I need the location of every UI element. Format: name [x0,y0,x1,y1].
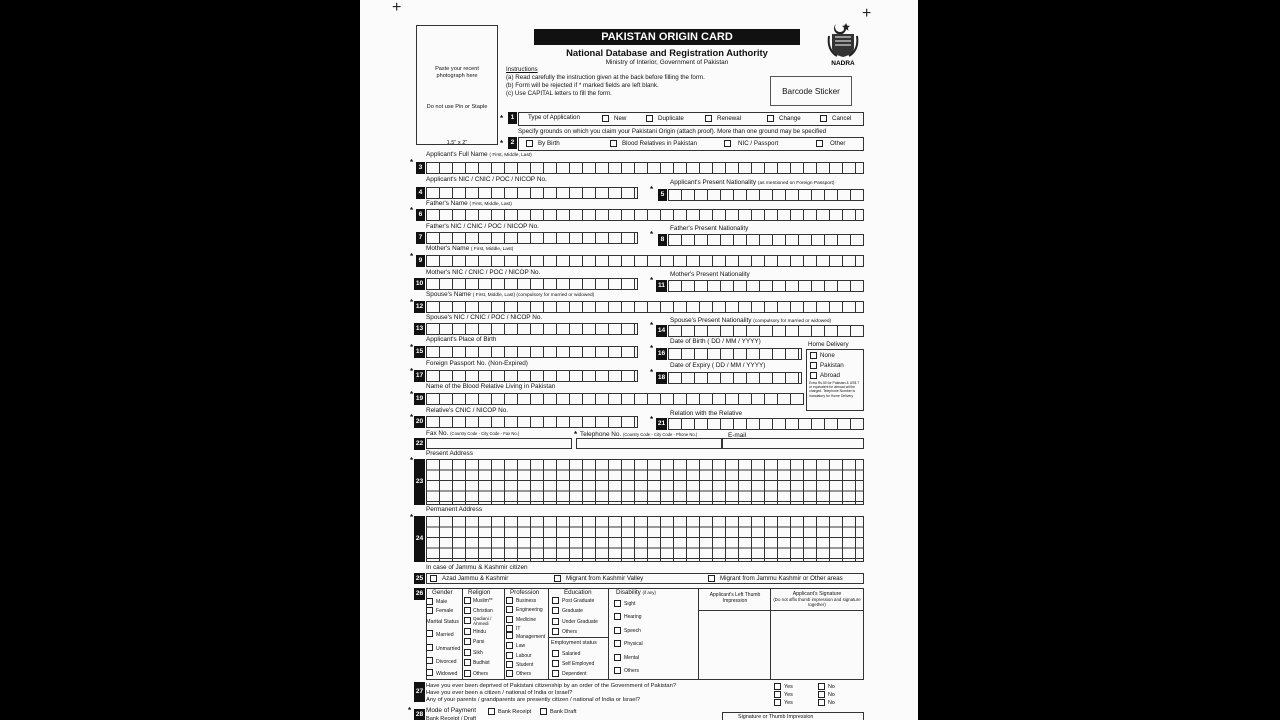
delivery-abroad-checkbox[interactable] [810,372,817,379]
section-number-13: 13 [414,323,425,335]
delivery-pakistan-checkbox[interactable] [810,362,817,369]
relative-cnic-label: Relative's CNIC / NICOP No. [426,407,509,414]
profession-label: Profession [510,589,540,596]
section-number-22: 22 [414,438,425,450]
permanent-address-input[interactable] [426,516,864,562]
required-mark: * [410,298,414,307]
required-mark: * [650,368,654,377]
education-others-checkbox[interactable] [552,628,559,635]
kashmir-valley-label: Migrant from Kashmir Valley [566,575,644,582]
signature-area[interactable] [771,611,864,680]
marital-status-label: Marital Status [426,619,459,625]
origin-grounds-label: Specify grounds on which you claim your Pakistani Origin (attach proof). More than one ground may be specified [518,128,827,135]
father-nic-label: Father's NIC / CNIC / POC / NICOP No. [426,223,539,230]
date-of-expiry-label: Date of Expiry ( DD / MM / YYYY) [670,362,766,369]
education-label: Education [564,589,592,596]
gender-female-label: Female [436,608,454,614]
employment-status-label: Employment status [551,640,597,646]
section-number-14: 14 [656,325,667,337]
instructions-heading: Instructions [506,66,538,73]
payment-mode-label: Mode of Payment [426,707,477,714]
jammu-kashmir-checkbox[interactable] [708,575,715,582]
email-input[interactable] [722,438,864,449]
religion-qadiani-label: Qadiani / Ahmedi [473,616,492,626]
mother-nic-label: Mother's NIC / CNIC / POC / NICOP No. [426,269,541,276]
telephone-input[interactable] [576,438,722,449]
religion-hindu-checkbox[interactable] [464,628,471,635]
profession-it-checkbox[interactable] [506,625,513,632]
q3-no-label: No [828,700,835,706]
form-page [360,0,918,720]
required-mark: * [410,367,414,376]
required-mark: * [650,321,654,330]
section-number-9: 9 [416,255,425,267]
fax-input[interactable] [426,438,572,449]
full-name-label: Applicant's Full Name ( First, Middle, Last) [426,151,532,158]
divider [608,588,609,680]
payment-bank-receipt-label: Bank Receipt [498,709,532,715]
section-number-23: 23 [414,459,425,505]
profession-it-label: IT [516,626,521,632]
azad-kashmir-label: Azad Jammu & Kashmir [442,575,509,582]
other-ground-checkbox[interactable] [816,140,823,147]
section-number-24: 24 [414,516,425,562]
divider [548,637,608,638]
signature-label: Applicant's Signature [792,591,842,597]
section-number-10: 10 [414,278,425,290]
spouse-nationality-input[interactable] [668,325,864,337]
employment-self-label: Self Employed [562,661,595,667]
type-change-label: Change [779,115,801,122]
disability-physical-checkbox[interactable] [614,640,621,647]
disability-mental-label: Mental [624,655,640,661]
barcode-sticker-box: Barcode Sticker [770,76,852,106]
gender-female-checkbox[interactable] [426,607,433,614]
photo-no-pin: Do not use Pin or Staple [426,104,488,110]
education-graduate-label: Graduate [562,608,583,614]
religion-budhist-checkbox[interactable] [464,659,471,666]
date-of-expiry-input[interactable] [668,372,802,384]
payment-bank-receipt-checkbox[interactable] [488,708,495,715]
religion-christian-checkbox[interactable] [464,607,471,614]
religion-sikh-label: Sikh [473,650,483,656]
blood-relative-name-input[interactable] [426,393,804,405]
permanent-address-label: Permanent Address [426,506,483,513]
photo-instruction: Paste your recent photograph here [435,66,479,79]
q3-yes-label: Yes [784,700,793,706]
nadra-logo-text: NADRA [831,60,855,67]
education-others-label: Others [562,629,578,635]
thumb-impression-label: Applicant's Left Thumb Impression [709,592,761,604]
required-mark: * [650,344,654,353]
q1-yes-checkbox[interactable] [774,683,781,690]
religion-parsi-label: Parsi [473,639,485,645]
relative-cnic-input[interactable] [426,416,638,428]
required-mark: * [410,206,414,215]
disability-speech-checkbox[interactable] [614,627,621,634]
profession-student-label: Student [516,662,534,668]
gender-male-label: Male [436,599,448,605]
q2-no-label: No [828,692,835,698]
bank-receipt-draft-label: Bank Receipt / Draft [426,716,477,720]
full-name-input[interactable] [426,162,864,174]
employment-salaried-checkbox[interactable] [552,650,559,657]
delivery-note: Extra Rs.50 for Pakistan & US$ 7 or equivalent for abroad will be charged. Telephone Number is mandatory for Home Delivery [809,381,860,398]
email-label: E-mail [728,432,747,439]
required-mark: * [410,390,414,399]
payment-bank-draft-label: Bank Draft [550,709,577,715]
q2-no-checkbox[interactable] [818,691,825,698]
signature-hint: (Do not affix thumb impression and signature together) [773,597,861,608]
education-postgrad-checkbox[interactable] [552,597,559,604]
education-graduate-checkbox[interactable] [552,607,559,614]
father-nic-input[interactable] [426,232,638,244]
spouse-nic-input[interactable] [426,323,638,335]
q2-yes-checkbox[interactable] [774,691,781,698]
delivery-pakistan-label: Pakistan [820,362,844,369]
required-mark: * [410,413,414,422]
type-new-checkbox[interactable] [602,115,609,122]
father-nationality-label: Father's Present Nationality [670,225,749,232]
religion-others-checkbox[interactable] [464,670,471,677]
fax-label: Fax No. (Country Code - City Code - Fax No.) [426,430,520,437]
disability-hearing-label: Hearing [624,614,642,620]
divider [504,588,505,680]
religion-label: Religion [468,589,491,596]
section-number-17: 17 [414,370,425,382]
authority-name: National Database and Registration Authority [566,47,768,58]
mother-nic-input[interactable] [426,278,638,290]
place-of-birth-input[interactable] [426,346,638,358]
section-number-25: 25 [415,575,424,582]
jammu-kashmir-label: Migrant from Jammu Kashmir or Other areas [720,575,843,582]
disability-others-checkbox[interactable] [614,667,621,674]
type-duplicate-label: Duplicate [658,115,684,122]
religion-budhist-label: Budhist [473,660,490,666]
education-undergrad-label: Under Graduate [562,619,598,625]
required-mark: * [410,513,414,522]
present-nationality-input[interactable] [668,189,864,201]
applicant-nic-input[interactable] [426,187,638,199]
section-number-20: 20 [414,416,425,428]
section-number-12: 12 [414,301,425,313]
required-mark: * [408,706,412,715]
required-mark: * [650,230,654,239]
profession-labour-label: Labour [516,653,532,659]
employment-salaried-label: Salaried [562,651,581,657]
section-number-16: 16 [656,348,667,360]
by-birth-checkbox[interactable] [526,140,533,147]
required-mark: * [500,139,504,148]
photo-box[interactable] [416,25,498,145]
education-postgrad-label: Post Graduate [562,598,595,604]
present-address-input[interactable] [426,459,864,505]
mother-name-label: Mother's Name ( First, Middle, Last) [426,245,514,252]
profession-others-label: Others [516,671,532,677]
mother-nationality-input[interactable] [668,280,864,292]
section-number-27: 27 [414,682,425,702]
required-mark: * [410,456,414,465]
by-birth-label: By Birth [538,140,560,147]
gender-label: Gender [432,589,453,596]
employment-dependent-label: Dependent [562,671,587,677]
foreign-passport-label: Foreign Passport No. (Non-Expired) [426,360,528,367]
section-number-1: 1 [508,112,517,124]
father-name-label: Father's Name ( First, Middle, Last) [426,200,512,207]
religion-muslim-label: Muslim** [473,598,493,604]
marital-married-checkbox[interactable] [426,630,433,637]
delivery-none-checkbox[interactable] [810,352,817,359]
form-title: PAKISTAN ORIGIN CARD [534,29,800,45]
place-of-birth-label: Applicant's Place of Birth [426,336,497,343]
q1-yes-label: Yes [784,684,793,690]
nic-passport-label: NIC / Passport [738,140,779,147]
question-parents-india-israel: Any of your parents / grandparents are presently citizen / national of India or Israel? [426,697,640,703]
type-cancel-checkbox[interactable] [820,115,827,122]
present-address-label: Present Address [426,450,473,457]
home-delivery-label: Home Delivery [808,341,849,348]
azad-kashmir-checkbox[interactable] [430,575,437,582]
profession-engineering-label: Engineering [516,607,543,613]
date-of-birth-input[interactable] [668,348,802,360]
section-number-11: 11 [656,280,667,292]
profession-medicine-checkbox[interactable] [506,616,513,623]
section-number-4: 4 [416,187,425,199]
foreign-passport-input[interactable] [426,370,638,382]
q1-no-checkbox[interactable] [818,683,825,690]
religion-hindu-label: Hindu [473,629,487,635]
required-mark: * [410,252,414,261]
section-number-5: 5 [658,189,667,201]
kashmir-label: In case of Jammu & Kashmir citizen [426,564,528,571]
other-ground-label: Other [830,140,846,147]
divider [462,588,463,680]
profession-business-label: Business [516,598,537,604]
signature-thumb-label: Signature or Thumb Impression [738,714,814,720]
profession-law-checkbox[interactable] [506,642,513,649]
crop-mark-top-left: + [392,0,402,16]
section-number-19: 19 [414,393,425,405]
telephone-label: Telephone No. (Country Code - City Code - Phone No.) [580,431,698,438]
ministry-name: Ministry of Interior, Government of Pakistan [605,59,729,66]
spouse-name-label: Spouse's Name ( First, Middle, Last) (compulsory for married or widowed) [426,291,595,298]
delivery-none-label: None [820,352,835,359]
type-new-label: New [614,115,627,122]
photo-size: 1.5" x 2" [446,140,468,146]
applicant-nic-label: Applicant's NIC / CNIC / POC / NICOP No. [426,176,547,183]
profession-business-checkbox[interactable] [506,597,513,604]
kashmir-valley-checkbox[interactable] [554,575,561,582]
blood-relatives-checkbox[interactable] [610,140,617,147]
q3-no-checkbox[interactable] [818,699,825,706]
marital-widowed-label: Widowed [436,671,458,677]
mother-nationality-label: Mother's Present Nationality [670,271,750,278]
disability-sight-checkbox[interactable] [614,600,621,607]
profession-labour-checkbox[interactable] [506,652,513,659]
question-india-israel-citizen: Have you ever been a citizen / national of India or Israel? [426,690,573,696]
section-number-8: 8 [658,234,667,246]
religion-sikh-checkbox[interactable] [464,649,471,656]
father-name-input[interactable] [426,209,864,221]
profession-management-label: Management [516,634,546,640]
required-mark: * [410,158,414,167]
instruction-a: (a) Read carefully the instruction given at the back before filling the form. [506,74,705,81]
education-undergrad-checkbox[interactable] [552,618,559,625]
gender-male-checkbox[interactable] [426,598,433,605]
employment-self-checkbox[interactable] [552,660,559,667]
required-mark: * [650,276,654,285]
payment-bank-draft-checkbox[interactable] [540,708,547,715]
section-number-3: 3 [416,162,425,174]
required-mark: * [574,430,578,439]
marital-widowed-checkbox[interactable] [426,669,433,676]
section-number-6: 6 [416,209,425,221]
religion-christian-label: Christian [473,608,493,614]
profession-others-checkbox[interactable] [506,670,513,677]
nic-passport-checkbox[interactable] [724,140,731,147]
profession-engineering-checkbox[interactable] [506,606,513,613]
section-number-21: 21 [656,418,667,430]
instruction-b: (b) Form will be rejected if * marked fields are left blank. [506,82,659,89]
crop-mark-top-right: + [862,5,872,22]
profession-student-checkbox[interactable] [506,661,513,668]
blood-relative-name-label: Name of the Blood Relative Living in Pakistan [426,383,556,390]
disability-mental-checkbox[interactable] [614,654,621,661]
section-number-15: 15 [414,346,425,358]
q1-no-label: No [828,684,835,690]
profession-law-label: Law [516,643,526,649]
religion-qadiani-checkbox[interactable] [464,617,471,624]
profession-management-checkbox[interactable] [506,632,513,639]
q2-yes-label: Yes [784,692,793,698]
spouse-nationality-label: Spouse's Present Nationality (compulsory for married or widowed) [670,317,832,324]
application-type-label: Type of Application [528,114,580,121]
thumb-impression-area[interactable] [699,611,770,680]
marital-divorced-label: Divorced [436,659,457,665]
employment-dependent-checkbox[interactable] [552,670,559,677]
type-renewal-checkbox[interactable] [705,115,712,122]
required-mark: * [500,114,504,123]
father-nationality-input[interactable] [668,234,864,246]
date-of-birth-label: Date of Birth ( DD / MM / YYYY) [670,338,761,345]
religion-parsi-checkbox[interactable] [464,638,471,645]
type-renewal-label: Renewal [717,115,742,122]
marital-unmarried-checkbox[interactable] [426,644,433,651]
q3-yes-checkbox[interactable] [774,699,781,706]
disability-label: Disability (if any) [616,589,656,596]
question-deprived-citizenship: Have you ever been deprived of Pakistani citizenship by an order of the Government of Pakistan? [426,683,677,689]
section-number-26: 26 [414,588,425,600]
marital-divorced-checkbox[interactable] [426,657,433,664]
section-number-2: 2 [508,137,517,149]
marital-married-label: Married [436,632,454,638]
disability-physical-label: Physical [624,641,643,647]
required-mark: * [650,415,654,424]
section-number-28: 28 [414,709,425,720]
instruction-c: (c) Use CAPITAL letters to fill the form. [506,90,612,97]
disability-hearing-checkbox[interactable] [614,613,621,620]
religion-muslim-checkbox[interactable] [464,597,471,604]
disability-speech-label: Speech [624,628,641,634]
spouse-name-input[interactable] [426,301,864,313]
section-number-18: 18 [656,372,667,384]
blood-relatives-label: Blood Relatives in Pakistan [622,140,697,147]
religion-others-label: Others [473,671,489,677]
mother-name-input[interactable] [426,255,864,267]
type-cancel-label: Cancel [832,115,852,122]
divider [548,588,549,680]
present-nationality-label: Applicant's Present Nationality (as mentioned on Foreign Passport) [670,179,835,186]
profession-medicine-label: Medicine [516,617,537,623]
relation-input[interactable] [668,418,864,430]
relation-label: Relation with the Relative [670,410,743,417]
required-mark: * [410,343,414,352]
section-number-7: 7 [416,232,425,244]
nadra-emblem-icon [826,20,860,68]
spouse-nic-label: Spouse's NIC / CNIC / POC / NICOP No. [426,314,543,321]
delivery-abroad-label: Abroad [820,372,840,379]
type-duplicate-checkbox[interactable] [646,115,653,122]
disability-sight-label: Sight [624,601,636,607]
marital-unmarried-label: Unmarried [436,646,461,652]
type-change-checkbox[interactable] [767,115,774,122]
disability-others-label: Others [624,668,640,674]
required-mark: * [650,185,654,194]
